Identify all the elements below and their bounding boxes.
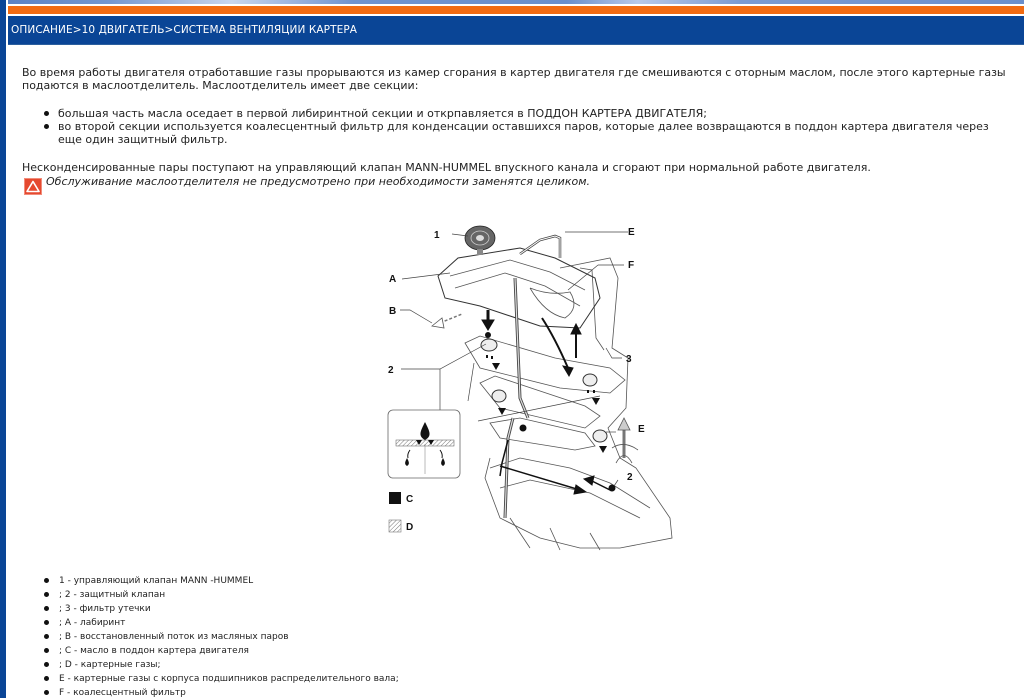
legend-item: ; D - картерные газы; (44, 658, 399, 672)
intro-paragraph: Во время работы двигателя отработавшие газы прорываются из камер сгорания в картер двигателя где смешиваются с оторным маслом, после этого картерные газы подаются в маслоотделитель. Маслоотделитель имеет две секции: (22, 66, 1006, 92)
accent-stripe (8, 6, 1024, 14)
callout-B: B (389, 306, 397, 317)
list-item: во второй секции используется коалесцентный фильтр для конденсации оставшихся паров, которые далее возвращаются в поддон картера двигателя через еще один защитный фильтр. (58, 120, 1012, 146)
legend-item: ; A - лабиринт (44, 616, 399, 630)
header-bar (8, 16, 1024, 45)
crankcase-ventilation-diagram (380, 218, 680, 558)
legend-item: ; C - масло в поддон картера двигателя (44, 644, 399, 658)
legend-swatch-gas (389, 520, 401, 532)
recovered-flow-arrow (432, 314, 462, 328)
callout-1: 1 (434, 230, 440, 241)
callout-E-top: E (628, 227, 635, 238)
warning-text: Обслуживание маслоотделителя не предусмотрено при необходимости заменятся целиком. (46, 175, 590, 188)
callout-A: A (389, 274, 397, 285)
engine-outline (438, 236, 672, 550)
callout-E-bottom: E (638, 424, 645, 435)
parts-legend (44, 574, 399, 700)
separator-sections-list (22, 107, 1012, 146)
control-valve-cap (465, 226, 495, 255)
legend-item: ; 3 - фильтр утечки (44, 602, 399, 616)
callout-F: F (628, 260, 635, 271)
warning-triangle-icon (24, 178, 42, 195)
legend-item: ; B - восстановленный поток из масляных паров (44, 630, 399, 644)
legend-item: 1 - управляющий клапан MANN -HUMMEL (44, 574, 399, 588)
legend-label-D: D (406, 522, 414, 533)
legend-item: E - картерные газы с корпуса подшипников распределительного вала; (44, 672, 399, 686)
callout-3: 3 (626, 354, 632, 365)
legend-swatch-oil (389, 492, 401, 504)
legend-item: ; 2 - защитный клапан (44, 588, 399, 602)
warning-note (22, 175, 1012, 195)
article-content (22, 66, 1012, 195)
camshaft-gas-arrow (612, 418, 638, 463)
legend-item: F - коалесцентный фильтр (44, 686, 399, 700)
valve-detail-inset (388, 410, 460, 478)
list-item: большая часть масла оседает в первой либиринтной секции и открпавляется в ПОДДОН КАРТЕРА ДВИГАТЕЛЯ; (58, 107, 1012, 120)
left-rail-separator (6, 0, 8, 698)
callout-2: 2 (388, 365, 394, 376)
paragraph: Несконденсированные пары поступают на управляющий клапан MANN-HUMMEL впускного канала и сгорают при нормальной работе двигателя. (22, 161, 871, 174)
breadcrumb: ОПИСАНИЕ>10 ДВИГАТЕЛЬ>СИСТЕМА ВЕНТИЛЯЦИИ КАРТЕРА (11, 24, 358, 36)
legend-label-C: C (406, 494, 414, 505)
callout-2-lower: 2 (627, 472, 633, 483)
protective-valves (481, 339, 607, 453)
